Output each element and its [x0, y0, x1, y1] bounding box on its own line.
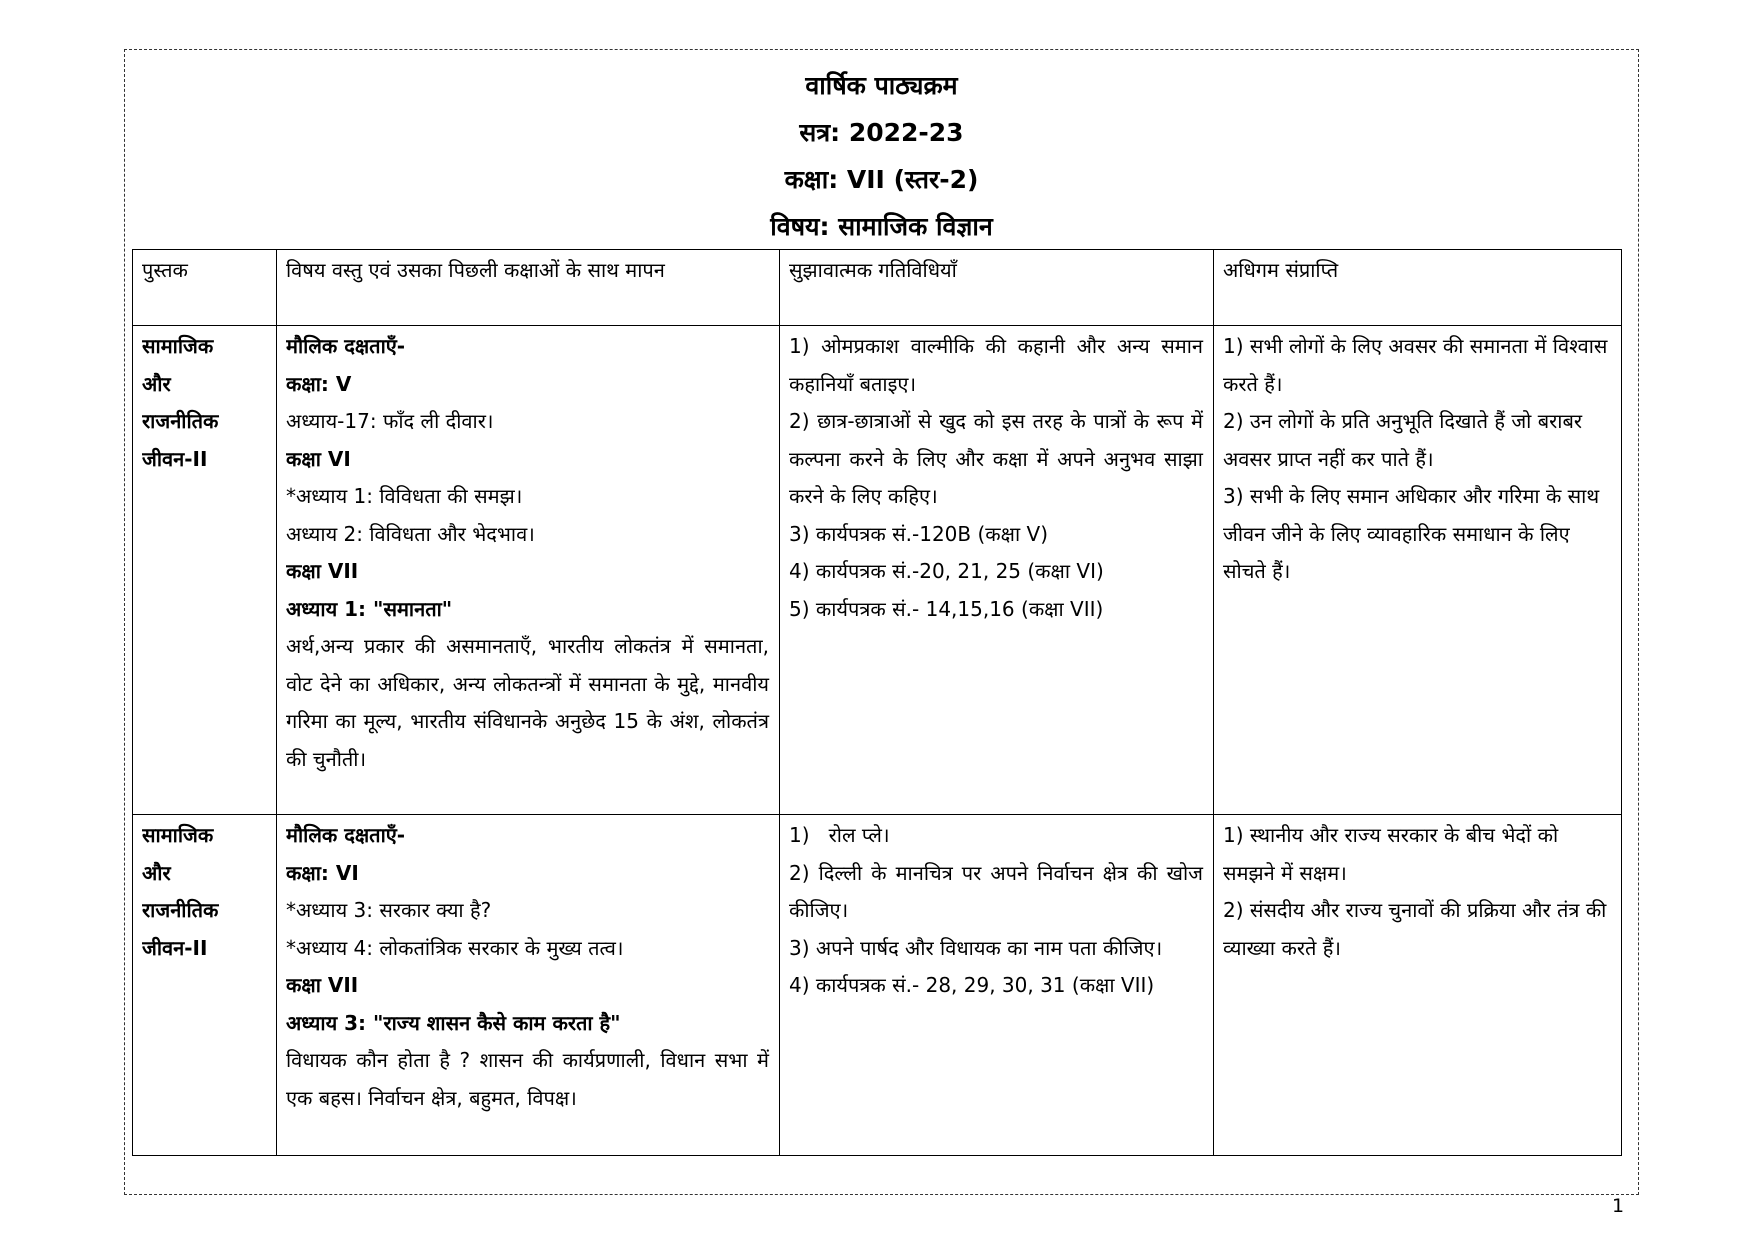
table-row — [133, 326, 1622, 815]
activity-item: 4) कार्यपत्रक सं.-20, 21, 25 (कक्षा VI) — [789, 559, 1104, 583]
page-number: 1 — [1612, 1195, 1625, 1217]
syllabus-table — [132, 249, 1622, 1156]
chapter-line: *अध्याय 1: विविधता की समझ। — [286, 484, 523, 508]
activity-item: 2) छात्र-छात्राओं से खुद को इस तरह के पात्रों के रूप में कल्पना करने के लिए और कक्षा में अपने अनुभव साझा करने के लिए कहिए। — [789, 409, 1203, 508]
class-heading: कक्षा VI — [286, 446, 351, 471]
book-line: राजनीतिक — [142, 898, 219, 922]
table-row — [133, 815, 1622, 1156]
book-line: सामाजिक — [142, 334, 214, 358]
outcome-item: 3) सभी के लिए समान अधिकार और गरिमा के साथ जीवन जीने के लिए व्यावहारिक समाधान के लिए सोचते हैं। — [1223, 484, 1600, 583]
content-cell — [277, 326, 780, 815]
activity-item: 5) कार्यपत्रक सं.- 14,15,16 (कक्षा VII) — [789, 596, 1104, 621]
class-heading: कक्षा VII — [286, 559, 359, 583]
outcome-item: 2) उन लोगों के प्रति अनुभूति दिखाते हैं जो बराबर अवसर प्राप्त नहीं कर पाते हैं। — [1223, 409, 1583, 471]
activities-cell — [780, 326, 1214, 815]
activities-cell — [780, 815, 1214, 1156]
competencies-heading: मौलिक दक्षताएँ- — [286, 823, 406, 847]
outcome-item: 1) सभी लोगों के लिए अवसर की समानता में विश्वास करते हैं। — [1223, 334, 1608, 396]
competencies-heading: मौलिक दक्षताएँ- — [286, 334, 406, 358]
book-line: सामाजिक — [142, 823, 214, 847]
activity-item: 1) रोल प्ले। — [789, 823, 890, 847]
chapter-description: अर्थ,अन्य प्रकार की असमानताएँ, भारतीय लोकतंत्र में समानता, वोट देने का अधिकार, अन्य लोकतन्त्रों में समानता के मुद्दे, मानवीय गरिमा का मूल्य, भारतीय संविधानके अनुछेद 15 के अंश, लोकतंत्र की चुनौती। — [286, 634, 769, 771]
class-heading: कक्षा: VI — [286, 860, 359, 885]
class-heading: कक्षा: V — [286, 371, 352, 396]
activity-item: 3) अपने पार्षद और विधायक का नाम पता कीजिए। — [789, 935, 1163, 960]
header-book: पुस्तक — [133, 250, 277, 326]
session-line: सत्र: 2022-23 — [799, 118, 964, 147]
book-line: और — [142, 860, 171, 885]
activity-item: 3) कार्यपत्रक सं.-120B (कक्षा V) — [789, 521, 1049, 546]
book-cell — [133, 815, 277, 1156]
outcome-item: 1) स्थानीय और राज्य सरकार के बीच भेदों को समझने में सक्षम। — [1223, 823, 1559, 885]
outcome-item: 2) संसदीय और राज्य चुनावों की प्रक्रिया और तंत्र की व्याख्या करते हैं। — [1223, 898, 1607, 960]
header-content: विषय वस्तु एवं उसका पिछली कक्षाओं के साथ मापन — [277, 250, 780, 326]
outcomes-cell — [1214, 326, 1622, 815]
chapter-line: अध्याय 2: विविधता और भेदभाव। — [286, 521, 535, 546]
activity-item: 4) कार्यपत्रक सं.- 28, 29, 30, 31 (कक्षा VII) — [789, 973, 1155, 997]
book-cell — [133, 326, 277, 815]
header-activities: सुझावात्मक गतिविधियाँ — [780, 250, 1214, 326]
book-line: राजनीतिक — [142, 409, 219, 433]
content-cell — [277, 815, 780, 1156]
book-line: जीवन-II — [142, 935, 208, 960]
subject-line: विषय: सामाजिक विज्ञान — [770, 212, 993, 241]
book-line: और — [142, 371, 171, 396]
document-title: वार्षिक पाठ्यक्रम — [805, 71, 958, 100]
class-line: कक्षा: VII (स्तर-2) — [784, 165, 979, 194]
book-line: जीवन-II — [142, 446, 208, 471]
chapter-title: अध्याय 3: "राज्य शासन कैसे काम करता है" — [286, 1010, 621, 1035]
class-heading: कक्षा VII — [286, 973, 359, 997]
activity-item: 1) ओमप्रकाश वाल्मीकि की कहानी और अन्य समान कहानियाँ बताइए। — [789, 334, 1203, 396]
chapter-line: अध्याय-17: फाँद ली दीवार। — [286, 409, 494, 433]
chapter-line: *अध्याय 4: लोकतांत्रिक सरकार के मुख्य तत्व। — [286, 935, 624, 960]
activity-item: 2) दिल्ली के मानचित्र पर अपने निर्वाचन क्षेत्र की खोज कीजिए। — [789, 860, 1203, 922]
table-header-row — [133, 250, 1622, 326]
outcomes-cell — [1214, 815, 1622, 1156]
document-header — [124, 62, 1639, 250]
chapter-description: विधायक कौन होता है ? शासन की कार्यप्रणाली, विधान सभा में एक बहस। निर्वाचन क्षेत्र, बहुमत, विपक्ष। — [286, 1048, 769, 1110]
chapter-line: *अध्याय 3: सरकार क्या है? — [286, 898, 492, 922]
header-outcomes: अधिगम संप्राप्ति — [1214, 250, 1622, 326]
chapter-title: अध्याय 1: "समानता" — [286, 596, 453, 621]
